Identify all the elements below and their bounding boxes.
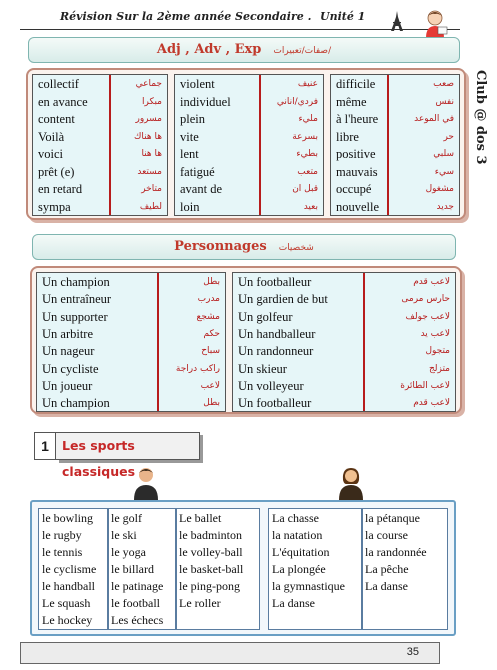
sport-item: le volley-ball	[179, 545, 243, 559]
vocab-arabic: نفس	[435, 96, 454, 107]
vocab-row	[37, 395, 225, 412]
vocab-row	[175, 111, 323, 128]
sport-item: La danse	[272, 596, 315, 610]
vocab-french: difficile	[336, 77, 376, 91]
vocab-french: Un arbitre	[42, 326, 94, 341]
section-sports-title: Les sports classiques	[56, 432, 200, 460]
adj-column-2	[174, 74, 324, 216]
vocab-row	[33, 129, 167, 146]
vocab-french: avant de	[180, 182, 222, 196]
vocab-french: Un champion	[42, 396, 110, 411]
vocab-arabic: بطل	[203, 277, 220, 287]
vocab-french: Un footballeur	[238, 275, 312, 289]
vocab-row	[37, 309, 225, 326]
vocab-french: violent	[180, 77, 215, 91]
sport-item: le yoga	[111, 545, 146, 559]
vocab-arabic: صعب	[433, 79, 454, 89]
vocab-row	[233, 343, 455, 360]
sport-item: La pêche	[365, 562, 409, 576]
adj-column-1	[32, 74, 168, 216]
vocab-french: collectif	[38, 77, 79, 91]
sport-item: le rugby	[42, 528, 82, 542]
vocab-arabic: بعيد	[303, 201, 318, 212]
eiffel-tower-icon	[388, 11, 406, 31]
sport-item: le ski	[111, 528, 137, 542]
vocab-french: Un nageur	[42, 344, 95, 359]
vocab-row	[233, 378, 455, 395]
vocab-row	[175, 129, 323, 146]
vocab-french: sympa	[38, 199, 71, 214]
section-personnages-title-ar: شخصيات	[278, 243, 314, 253]
vocab-arabic: حكم	[203, 328, 220, 339]
masculine-sports-box	[38, 508, 260, 630]
vocab-row	[331, 199, 459, 216]
vocab-row	[233, 274, 455, 291]
vocab-french: mauvais	[336, 164, 378, 179]
vocab-row	[331, 76, 459, 93]
vocab-row	[37, 378, 225, 395]
feminine-sports-box	[268, 508, 448, 630]
vocab-arabic: مستعد	[137, 166, 162, 177]
vocab-arabic: متاخر	[141, 184, 162, 194]
personnages-panel	[30, 266, 462, 414]
vocab-arabic: متعب	[297, 166, 318, 177]
section-personnages-title: Personnages	[174, 239, 267, 254]
vocab-arabic: لاعب قدم	[413, 277, 450, 287]
sport-item: le basket-ball	[179, 562, 244, 576]
vocab-row	[233, 291, 455, 308]
section-number: 1	[34, 432, 56, 460]
vocab-arabic: عنيف	[297, 79, 318, 89]
vocab-arabic: راكب دراجة	[175, 363, 220, 374]
vocab-french: Un randonneur	[238, 344, 314, 359]
vocab-row	[175, 164, 323, 181]
vocab-row	[331, 181, 459, 198]
section-adj-banner	[28, 37, 460, 63]
vocab-french: Un champion	[42, 275, 110, 289]
vocab-row	[37, 326, 225, 343]
vocab-french: Un golfeur	[238, 309, 293, 324]
personnages-column-2	[232, 272, 456, 412]
vocab-arabic: مدرب	[197, 294, 220, 305]
vocab-row	[37, 361, 225, 378]
vocab-arabic: حر	[443, 131, 454, 142]
vocab-french: lent	[180, 147, 199, 161]
sport-item: le ping-pong	[179, 579, 240, 593]
vocab-row	[33, 76, 167, 93]
vocab-french: Un volleyeur	[238, 378, 304, 393]
vocab-arabic: قبل ان	[292, 184, 318, 194]
vocab-row	[37, 343, 225, 360]
vocab-french: Voilà	[38, 129, 65, 144]
adj-column-3	[330, 74, 460, 216]
vocab-french: même	[336, 94, 367, 109]
vocab-french: positive	[336, 147, 376, 161]
vocab-arabic: متزلج	[428, 363, 450, 374]
vocab-arabic: مبكرا	[142, 96, 162, 107]
page-footer	[20, 642, 440, 664]
vocab-row	[331, 129, 459, 146]
male-person-icon	[132, 466, 160, 500]
vocab-arabic: لاعب	[200, 380, 220, 391]
vocab-arabic: متجول	[425, 346, 450, 357]
sport-item: Le squash	[42, 596, 91, 610]
vocab-arabic: في الموعد	[414, 114, 454, 124]
sport-item: La chasse	[272, 511, 319, 525]
vocab-row	[33, 181, 167, 198]
student-mascot-icon	[420, 8, 450, 38]
vocab-arabic: مشجع	[196, 311, 220, 322]
vocab-row	[233, 361, 455, 378]
vocab-arabic: ها هناك	[134, 131, 162, 142]
vocab-row	[233, 309, 455, 326]
vocab-french: en retard	[38, 182, 83, 196]
vocab-row	[331, 146, 459, 163]
vocab-french: Un gardien de but	[238, 292, 328, 307]
vocab-row	[33, 164, 167, 181]
sport-item: Le ballet	[179, 511, 222, 525]
adj-panel	[26, 68, 466, 220]
vocab-row	[33, 94, 167, 111]
sport-item: L'équitation	[272, 545, 330, 559]
vocab-row	[33, 111, 167, 128]
sport-item: le handball	[42, 579, 95, 593]
vocab-arabic: سيء	[434, 166, 454, 177]
vocab-arabic: مسرور	[135, 114, 162, 124]
vocab-row	[233, 395, 455, 412]
vocab-french: content	[38, 112, 75, 126]
sport-item: la gymnastique	[272, 579, 345, 593]
vocab-row	[175, 181, 323, 198]
section-personnages-banner	[32, 234, 456, 260]
vocab-row	[233, 326, 455, 343]
page-header	[20, 8, 460, 30]
vocab-arabic: لاعب جولف	[405, 311, 450, 322]
vocab-arabic: لاعب يد	[420, 328, 450, 339]
sport-item: La danse	[365, 579, 408, 593]
vocab-french: Un entraîneur	[42, 292, 112, 307]
vocab-french: fatigué	[180, 164, 215, 179]
personnages-column-1	[36, 272, 226, 412]
sport-item: Les échecs	[111, 613, 164, 627]
vocab-french: loin	[180, 199, 200, 214]
vocab-french: à l'heure	[336, 112, 379, 126]
vocab-french: vite	[180, 129, 199, 144]
vocab-arabic: لاعب قدم	[413, 398, 450, 409]
header-title: Révision Sur la 2ème année Secondaire .	[60, 10, 312, 23]
sport-item: La plongée	[272, 562, 326, 576]
sport-item: la randonnée	[365, 545, 427, 559]
sport-item: la course	[365, 528, 408, 542]
vocab-french: individuel	[180, 94, 231, 109]
sport-item: le golf	[111, 511, 142, 525]
vocab-arabic: جماعي	[135, 79, 162, 89]
page-number: 35	[406, 646, 419, 658]
sport-item: le cyclisme	[42, 562, 97, 576]
sport-item: Le roller	[179, 596, 221, 610]
vocab-arabic: فردي/اناني	[276, 96, 318, 107]
vocab-french: occupé	[336, 182, 372, 196]
vocab-row	[33, 199, 167, 216]
sport-item: le bowling	[42, 511, 93, 525]
vocab-french: en avance	[38, 94, 88, 109]
sport-item: la pétanque	[365, 511, 420, 525]
female-person-icon	[338, 466, 364, 500]
vocab-row	[175, 146, 323, 163]
vocab-row	[331, 164, 459, 181]
vocab-french: plein	[180, 112, 205, 126]
sport-item: le billard	[111, 562, 154, 576]
sport-item: la natation	[272, 528, 323, 542]
vocab-row	[37, 274, 225, 291]
sports-column-divider	[175, 509, 177, 629]
sport-item: le badminton	[179, 528, 242, 542]
vocab-row	[175, 199, 323, 216]
vocab-french: Un skieur	[238, 361, 287, 376]
vocab-french: voici	[38, 147, 63, 161]
vocab-arabic: لطيف	[139, 201, 162, 212]
vocab-french: Un joueur	[42, 378, 93, 393]
vocab-row	[33, 146, 167, 163]
vocab-french: Un supporter	[42, 309, 108, 324]
vocab-arabic: جديد	[436, 201, 454, 212]
sports-column-divider	[107, 509, 109, 629]
vocab-arabic: بطل	[203, 398, 220, 409]
sport-item: Le hockey	[42, 613, 93, 627]
vocab-arabic: سباح	[201, 346, 220, 357]
vocab-french: nouvelle	[336, 199, 380, 214]
sports-column-divider	[361, 509, 363, 629]
vocab-arabic: مليء	[298, 114, 318, 124]
vocab-row	[331, 111, 459, 128]
vocab-arabic: ها هنا	[141, 149, 162, 159]
vocab-french: Un handballeur	[238, 326, 316, 341]
vocab-arabic: لاعب الطائرة	[400, 380, 450, 391]
vocab-row	[175, 76, 323, 93]
sports-panel	[30, 500, 456, 636]
section-adj-title: Adj , Adv , Exp	[156, 42, 262, 57]
vocab-arabic: بطيء	[296, 149, 318, 159]
header-unit: Unité 1	[320, 10, 366, 23]
vocab-arabic: مشغول	[425, 184, 454, 194]
section-adj-title-ar: صفات/تعبيرات/	[273, 46, 332, 56]
vocab-french: libre	[336, 129, 359, 144]
vocab-row	[37, 291, 225, 308]
vocab-french: Un cycliste	[42, 361, 99, 376]
sport-item: le patinage	[111, 579, 164, 593]
sport-item: le football	[111, 596, 160, 610]
vocab-arabic: بسرعة	[292, 131, 318, 142]
vocab-french: prêt (e)	[38, 164, 75, 179]
vocab-row	[331, 94, 459, 111]
vocab-arabic: حارس مرمى	[401, 294, 450, 305]
vocab-french: Un footballeur	[238, 396, 312, 411]
sport-item: le tennis	[42, 545, 83, 559]
vocab-arabic: سلبي	[433, 149, 454, 159]
vocab-row	[175, 94, 323, 111]
side-label: Club @ dos 3	[473, 70, 488, 165]
